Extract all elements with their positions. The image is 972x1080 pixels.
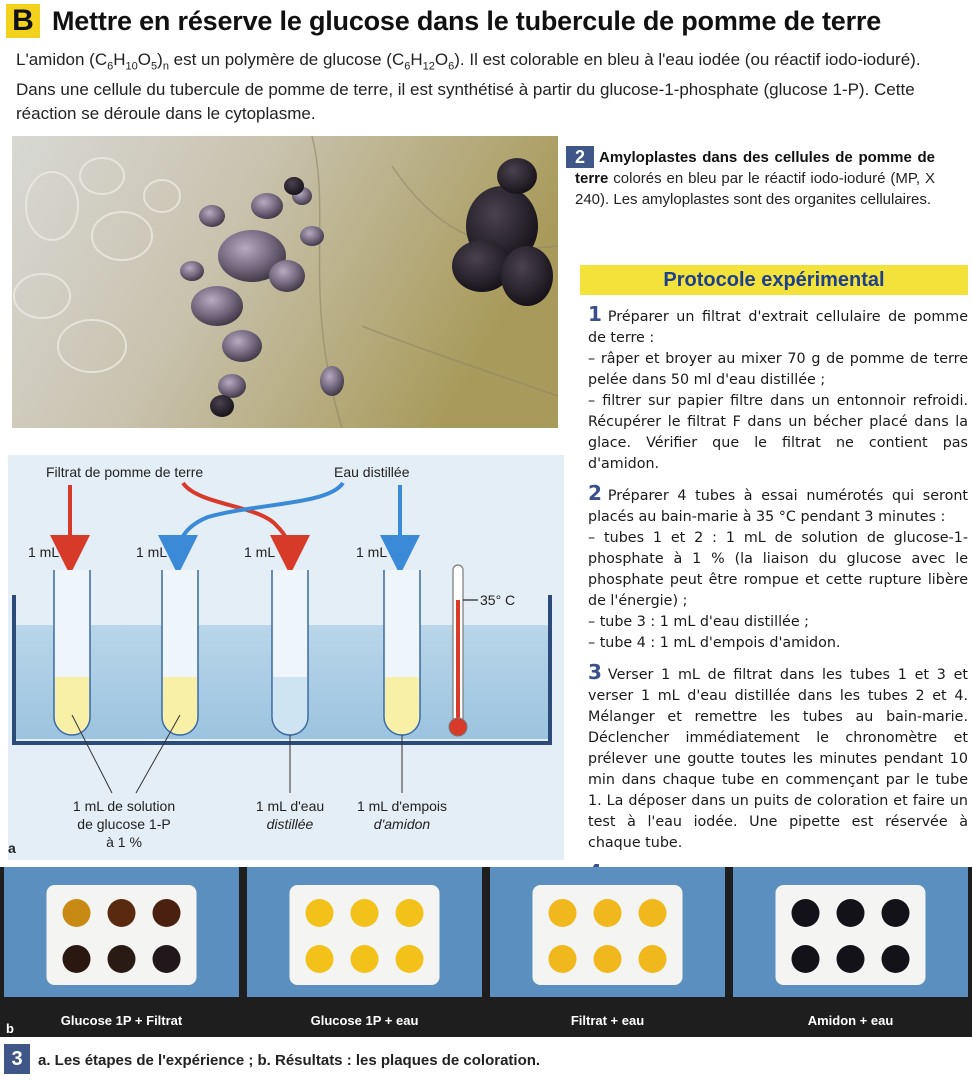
- protocol-step: [588, 662, 968, 854]
- step-text: Verser 1 mL de filtrat dans les tubes 1 et 3 et verser 1 mL d'eau distillée dans les tubes 2 et 4. Mélanger et remettre les tubes au bain-marie. Déclencher immédiatement le chronomètre et prélever une goutte toutes les minutes pendant 10 min dans chaque tube en commençant par le tube 1. La déposer dans un puits de coloration et faire un test à l'eau iodée. Une pipette est réservée à chaque tube.: [588, 667, 968, 851]
- plate-well: [639, 945, 667, 973]
- plate-well: [792, 945, 820, 973]
- page-header: [0, 0, 972, 42]
- tube-1: [54, 570, 90, 735]
- plate-well: [639, 899, 667, 927]
- figure-2-caption: [575, 147, 935, 210]
- volume-label: 1 mL: [356, 544, 388, 560]
- plate-well: [396, 945, 424, 973]
- plate-well: [108, 945, 136, 973]
- step-text: Préparer un filtrat d'extrait cellulaire de pomme de terre : – râper et broyer au mixer 70 g de pomme de terre pelée dans 50 ml d'eau distillée ; – filtrer sur papier filtre dans un entonnoir refroidi. Récupérer le filtrat F dans un bécher placé dans la glace. Vérifier que le filtrat ne contient pas d'amidon.: [588, 309, 968, 472]
- plate-well: [792, 899, 820, 927]
- plate-well: [153, 899, 181, 927]
- step-number: 1: [588, 302, 602, 326]
- tube-label: 1 mL d'eau: [255, 798, 325, 814]
- plate-well: [108, 899, 136, 927]
- protocol-step: [588, 483, 968, 654]
- plate-well: [882, 899, 910, 927]
- thermometer-label: 35° C: [480, 592, 516, 608]
- protocol-step: [588, 304, 968, 475]
- tube-label: 1 mL d'empois: [356, 798, 448, 814]
- step-number: 3: [588, 660, 602, 684]
- filtrat-label: Filtrat de pomme de terre: [46, 464, 204, 480]
- tube-2: [162, 570, 198, 735]
- coloration-plates: [0, 867, 972, 1037]
- plate-well: [594, 945, 622, 973]
- step-number: 2: [588, 481, 602, 505]
- volume-label: 1 mL: [244, 544, 276, 560]
- plate-label: Glucose 1P + eau: [310, 1013, 419, 1028]
- plate-well: [306, 945, 334, 973]
- protocol-header: Protocole expérimental: [580, 265, 968, 295]
- protocol-steps: [588, 304, 968, 894]
- figure-2-title: Amyloplastes dans des cellules de pomme de terre: [575, 149, 935, 187]
- plate-well: [837, 899, 865, 927]
- plate-well: [549, 945, 577, 973]
- experiment-diagram: [8, 455, 564, 860]
- tube-label: d'amidon: [373, 816, 431, 832]
- plate-label: Amidon + eau: [807, 1013, 894, 1028]
- intro-paragraph: L'amidon $(C_6H_{10}O_5)_n$ est un polymère de glucose $(C_6H_{12}O_6)$. Il est colorable en bleu à l'eau iodée (ou réactif iodo-ioduré). Dans une cellule du tubercule de pomme de terre, il est synthétisé à partir du glucose-1-phosphate (glucose 1-P). Cette réaction se déroule dans le cytoplasme.: [16, 50, 921, 124]
- tube-4: [384, 570, 420, 735]
- plate-well: [351, 945, 379, 973]
- tube-label: de glucose 1-P: [77, 816, 171, 832]
- plate-well: [594, 899, 622, 927]
- figure-3-caption: a. Les étapes de l'expérience ; b. Résultats : les plaques de coloration.: [38, 1052, 541, 1069]
- tube-3: [272, 570, 308, 735]
- plate-well: [153, 945, 181, 973]
- volume-label: 1 mL: [28, 544, 60, 560]
- tube-label: 1 mL de solution: [72, 798, 176, 814]
- step-text: Préparer 4 tubes à essai numérotés qui seront placés au bain-marie à 35 °C pendant 3 minutes : – tubes 1 et 2 : 1 mL de solution de glucose-1-phosphate à 1 % (la liaison du glucose avec le phosphate peut être rompue et cette rupture libère de l'énergie) ; – tube 3 : 1 mL d'eau distillée ; – tube 4 : 1 mL d'empois d'amidon.: [588, 488, 968, 651]
- panel-letter-b: b: [6, 1021, 14, 1036]
- figure-2-text: colorés en bleu par le réactif iodo-ioduré (MP, X 240). Les amyloplastes sont des organites cellulaires.: [575, 170, 935, 208]
- plate-well: [837, 945, 865, 973]
- figure-2-badge: 2: [566, 146, 594, 168]
- plate-well: [396, 899, 424, 927]
- tube-label: à 1 %: [106, 834, 142, 850]
- plate-label: Glucose 1P + Filtrat: [60, 1013, 183, 1028]
- page-title: Mettre en réserve le glucose dans le tubercule de pomme de terre: [52, 6, 882, 36]
- eau-label: Eau distillée: [334, 464, 410, 480]
- plate-well: [549, 899, 577, 927]
- plate-well: [351, 899, 379, 927]
- figure-3-badge: 3: [4, 1044, 30, 1074]
- plate-well: [882, 945, 910, 973]
- plate-well: [63, 899, 91, 927]
- volume-label: 1 mL: [136, 544, 168, 560]
- section-badge: B: [6, 4, 40, 38]
- panel-letter-a: a: [8, 840, 16, 856]
- tube-label: distillée: [266, 816, 314, 832]
- plate-label: Filtrat + eau: [570, 1013, 645, 1028]
- amyloplast-micrograph: [12, 136, 558, 428]
- plate-well: [306, 899, 334, 927]
- plate-well: [63, 945, 91, 973]
